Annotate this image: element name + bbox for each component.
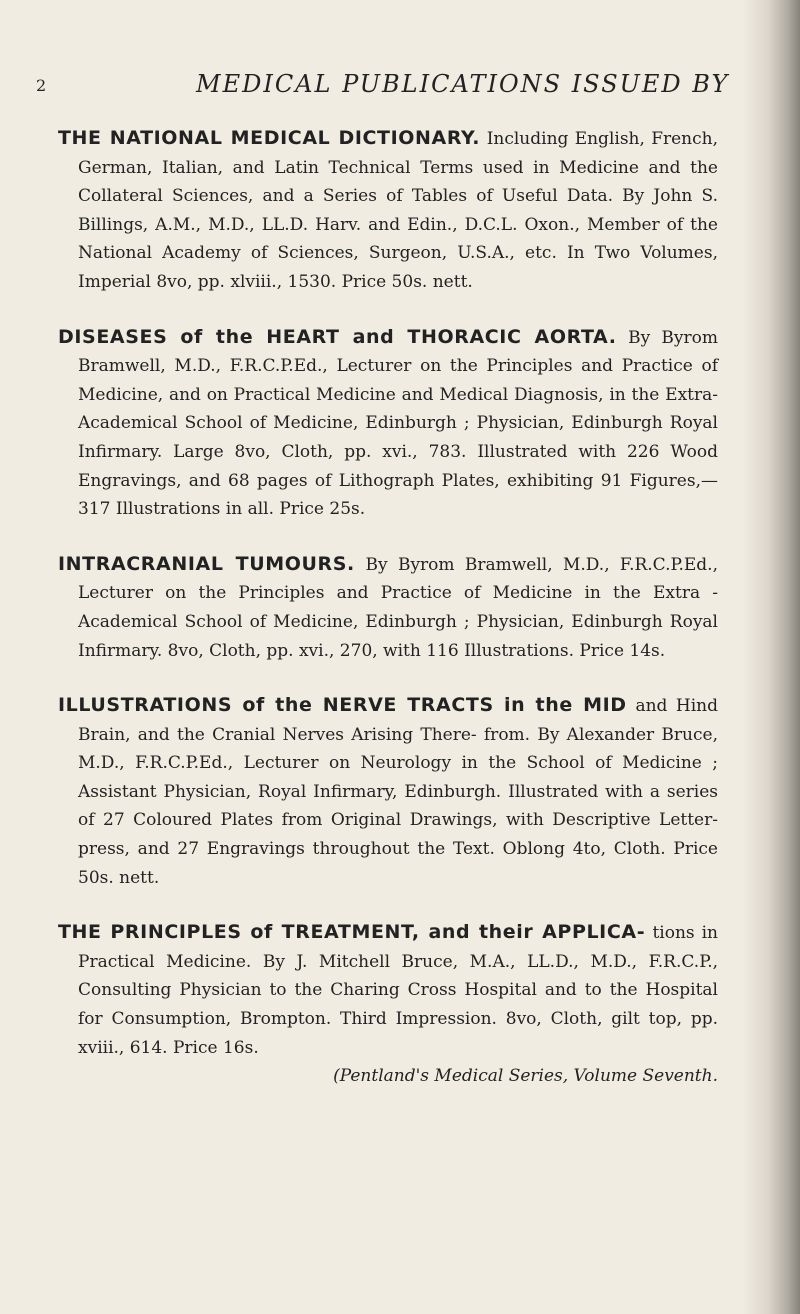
publication-entry <box>58 550 718 665</box>
entry-text: tions in Practical Medicine. By J. Mitchell Bruce, M.A., LL.D., M.D., F.R.C.P., Consulting Physician to the Charing Cross Hospital and to the Hospital for Consumption, Brompton. Third Impression. 8vo, Cloth, gilt top, pp. xviii., 614. Price 16s. <box>78 923 718 1058</box>
entry-heading: ILLUSTRATIONS of the NERVE TRACTS in the MID <box>58 694 627 717</box>
page-number: 2 <box>36 76 47 95</box>
entry-text: By Byrom Bramwell, M.D., F.R.C.P.Ed., Lecturer on the Principles and Practice of Medicine, and on Practical Medicine and Medical Diagnosis, in the Extra-Academical School of Medicine, Edinburgh ; Physician, Edinburgh Royal Infirmary. Large 8vo, Cloth, pp. xvi., 783. Illustrated with 226 Wood Engravings, and 68 pages of Lithograph Plates, exhibiting 91 Figures,— 317 Illustrations in all. Price 25s. <box>78 327 718 520</box>
entry-text: By Byrom Bramwell, M.D., F.R.C.P.Ed., Lecturer on the Principles and Practice of Medicine in the Extra - Academical School of Medicine, Edinburgh ; Physician, Edinburgh Royal Infirmary. 8vo, Cloth, pp. xvi., 270, with 116 Illustrations. Price 14s. <box>78 554 718 661</box>
entry-heading: THE PRINCIPLES of TREATMENT, and their APPLICA- <box>58 921 646 944</box>
running-head: MEDICAL PUBLICATIONS ISSUED BY <box>196 70 730 98</box>
entry-heading: DISEASES of the HEART and THORACIC AORTA. <box>58 325 617 348</box>
page-edge-shadow <box>742 0 800 1314</box>
publication-entry <box>58 691 718 892</box>
page-header <box>36 70 730 100</box>
publication-entry <box>58 124 718 297</box>
publication-list <box>58 124 718 1117</box>
entry-heading: INTRACRANIAL TUMOURS. <box>58 552 355 575</box>
series-note: (Pentland's Medical Series, Volume Seventh. <box>333 1066 718 1087</box>
entry-text: and Hind Brain, and the Cranial Nerves Arising There- from. By Alexander Bruce, M.D., F.R.C.P.Ed., Lecturer on Neurology in the School of Medicine ; Assistant Physician, Royal Infirmary, Edinburgh. Illustrated with a series of 27 Coloured Plates from Original Drawings, with Descriptive Letter- press, and 27 Engravings throughout the Text. Oblong 4to, Cloth. Price 50s. nett. <box>78 696 718 888</box>
publication-entry <box>58 918 718 1091</box>
entry-text: Including English, French, German, Italian, and Latin Technical Terms used in Medicine and the Collateral Sciences, and a Series of Tables of Useful Data. By John S. Billings, A.M., M.D., LL.D. Harv. and Edin., D.C.L. Oxon., Member of the National Academy of Sciences, Surgeon, U.S.A., etc. In Two Volumes, Imperial 8vo, pp. xlviii., 1530. Price 50s. nett. <box>78 129 718 292</box>
entry-heading: THE NATIONAL MEDICAL DICTIONARY. <box>58 127 481 149</box>
publication-entry <box>58 323 718 524</box>
